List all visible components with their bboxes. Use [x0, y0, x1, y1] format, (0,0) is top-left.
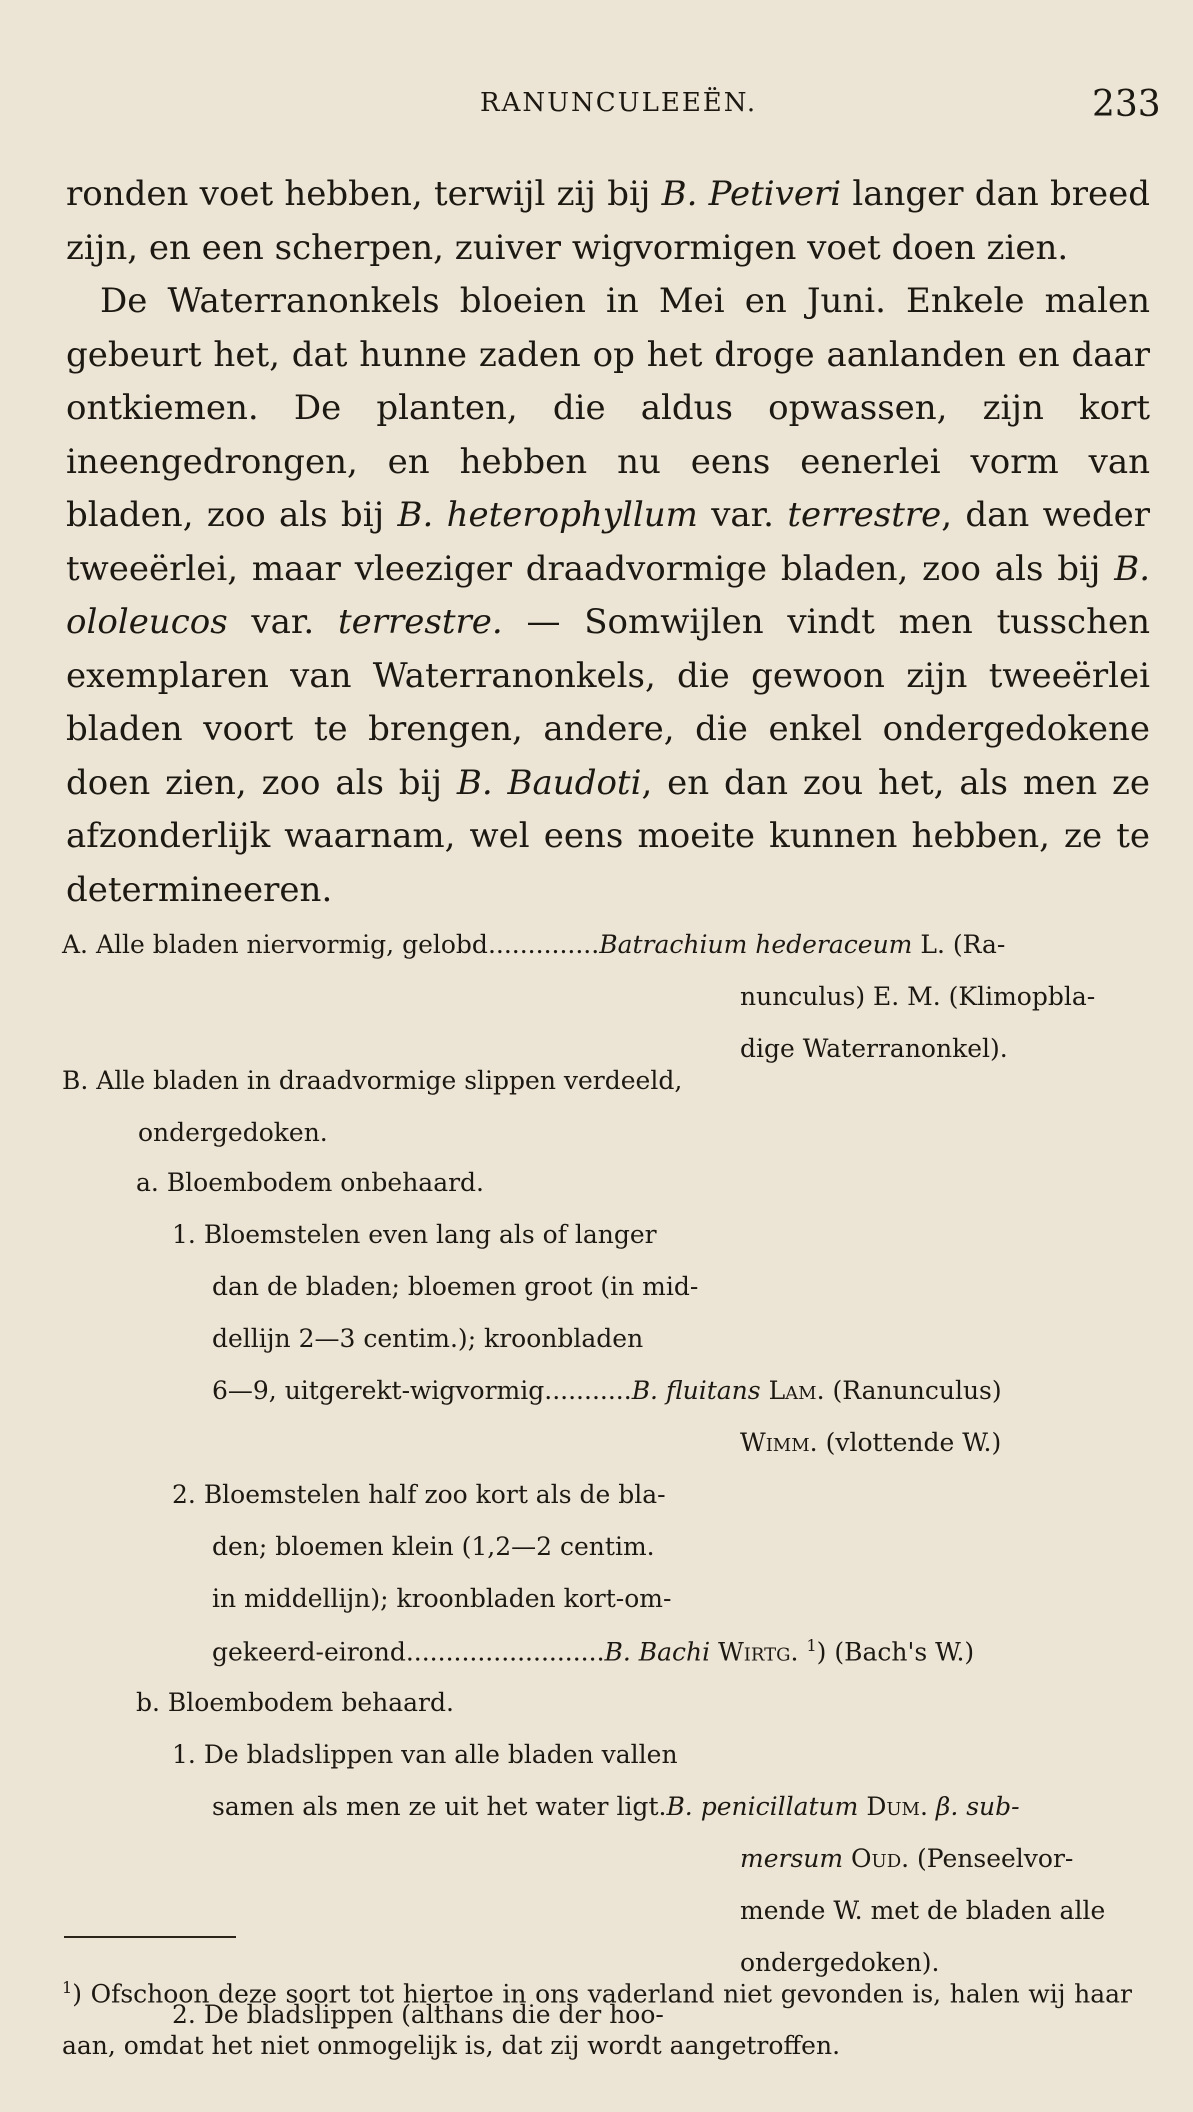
- footnote-ref: 1: [806, 1636, 817, 1655]
- key-line-b1-cont: mersum Oud. (Penseelvor-: [740, 1844, 1074, 1873]
- footnote: $^1$) Ofschoon deze soort tot hiertoe in ons vaderland niet gevonden is, halen wij haar aan, omdat het niet onmogelijk is, dat zij wordt aangetroffen.: [62, 1978, 1132, 2061]
- key-line-a1-cont: dan de bladen; bloemen groot (in mid-: [212, 1272, 699, 1301]
- taxon-name: B. heterophyllum: [397, 495, 698, 535]
- taxon-name: B. fluitans: [631, 1376, 761, 1405]
- taxon-name: B. penicillatum: [666, 1792, 859, 1821]
- key-line-b1-cont: samen als men ze uit het water ligt.B. penicillatum Dum. β. sub-: [212, 1792, 1020, 1821]
- key-line-a2: 2. Bloemstelen half zoo kort als de bla-: [172, 1480, 666, 1509]
- variety-name: terrestre.: [338, 602, 503, 642]
- paragraph-2: De Waterranonkels bloeien in Mei en Juni. Enkele malen gebeurt het, dat hunne zaden op het droge aanlanden en daar ontkiemen. De planten, die aldus opwassen, zijn kort ineengedrongen, en hebben nu eens eenerlei vorm van bladen, zoo als bij B. heterophyllum var. terrestre, dan weder tweeërlei, maar vleeziger draadvormige bladen, zoo als bij B. ololeucos var. terrestre. — Somwijlen vindt men tusschen exemplaren van Waterranonkels, die gewoon zijn tweeërlei bladen voort te brengen, andere, die enkel ondergedokene doen zien, zoo als bij B. Baudoti, en dan zou het, als men ze afzonderlijk waarnam, wel eens moeite kunnen hebben, ze te determineeren.: [66, 281, 1150, 910]
- key-line-A-cont: nunculus) E. M. (Klimopbla-: [740, 982, 1096, 1011]
- footnote-marker: 1: [62, 1978, 73, 1997]
- key-line-b: b. Bloembodem behaard.: [136, 1688, 454, 1717]
- paragraph-1: ronden voet hebben, terwijl zij bij B. Petiveri langer dan breed zijn, en een scherpen, zuiver wigvormigen voet doen zien.: [66, 174, 1150, 268]
- key-line-A-cont: dige Waterranonkel).: [740, 1034, 1008, 1063]
- key-line-a1-cont: Wimm. (vlottende W.): [740, 1428, 1002, 1457]
- body-text: [66, 168, 1150, 917]
- key-line-b1-cont: mende W. met de bladen alle: [740, 1896, 1106, 1925]
- key-line-a: a. Bloembodem onbehaard.: [136, 1168, 484, 1197]
- key-line-a1-cont: dellijn 2—3 centim.); kroonbladen: [212, 1324, 644, 1353]
- footnote-divider: [64, 1936, 236, 1938]
- variety-name: terrestre: [787, 495, 942, 535]
- running-header: RANUNCULEEËN.: [480, 88, 758, 118]
- page-number: 233: [1092, 84, 1161, 125]
- taxon-name: B. Baudoti: [456, 762, 642, 803]
- taxon-name: B. ololeucos: [66, 548, 1150, 642]
- taxon-name: B. Petiveri: [661, 174, 842, 214]
- taxon-name: B. Bachi: [604, 1637, 711, 1667]
- key-line-B: B. Alle bladen in draadvormige slippen verdeeld,: [62, 1066, 683, 1095]
- key-line-a2-cont: gekeerd-eirond.........................B. Bachi Wirtg. $^1$) (Bach's W.): [212, 1636, 975, 1667]
- key-line-a2-cont: den; bloemen klein (1,2—2 centim.: [212, 1532, 655, 1561]
- taxon-name: Batrachium hederaceum: [599, 930, 913, 959]
- key-line-B-cont: ondergedoken.: [138, 1118, 328, 1147]
- key-line-a2-cont: in middellijn); kroonbladen kort-om-: [212, 1584, 672, 1613]
- key-line-A: A. Alle bladen niervormig, gelobd..............Batrachium hederaceum L. (Ra-: [62, 930, 1006, 959]
- key-line-b1: 1. De bladslippen van alle bladen vallen: [172, 1740, 678, 1769]
- key-line-b2: 2. De bladslippen (althans die der hoo-: [172, 2000, 664, 2029]
- key-line-a1-cont: 6—9, uitgerekt-wigvormig...........B. fluitans Lam. (Ranunculus): [212, 1376, 1002, 1405]
- key-line-b1-cont: ondergedoken).: [740, 1948, 940, 1977]
- key-line-a1: 1. Bloemstelen even lang als of langer: [172, 1220, 657, 1249]
